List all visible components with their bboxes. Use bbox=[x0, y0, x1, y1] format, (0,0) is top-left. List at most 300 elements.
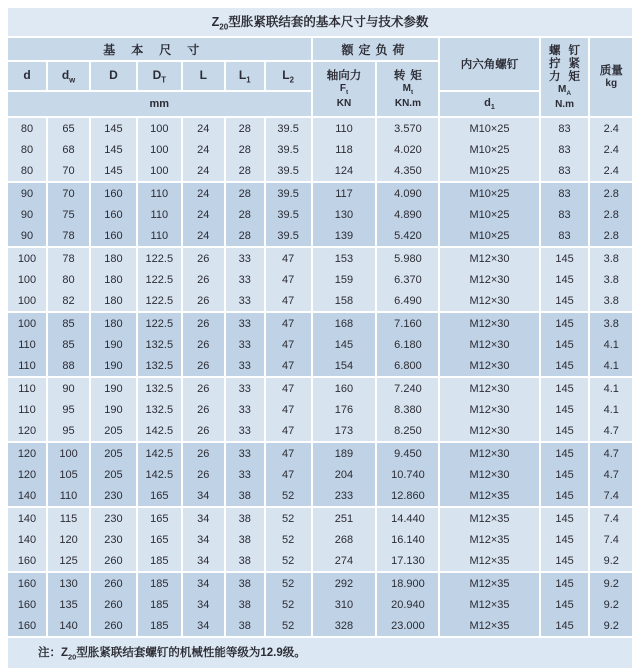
cell: 132.5 bbox=[137, 355, 182, 377]
cell: 38 bbox=[225, 529, 265, 550]
cell: 26 bbox=[182, 377, 225, 399]
table-row bbox=[8, 160, 632, 182]
cell: 100 bbox=[8, 269, 47, 290]
cell: 145 bbox=[90, 139, 137, 160]
cell: 52 bbox=[265, 550, 312, 572]
cell: 39.5 bbox=[265, 204, 312, 225]
cell: 100 bbox=[8, 290, 47, 312]
cell: 204 bbox=[312, 464, 377, 485]
cell: 3.570 bbox=[376, 117, 439, 139]
col-L2-label: L bbox=[282, 67, 290, 82]
cell: M12×30 bbox=[439, 420, 539, 442]
col-L-label: L bbox=[199, 67, 207, 82]
cell: 100 bbox=[8, 247, 47, 269]
col-d1 bbox=[439, 91, 539, 117]
col-dw bbox=[47, 61, 90, 91]
cell: 110 bbox=[8, 377, 47, 399]
cell: 95 bbox=[47, 399, 90, 420]
cell: 52 bbox=[265, 572, 312, 594]
cell: 26 bbox=[182, 269, 225, 290]
cell: 251 bbox=[312, 507, 377, 529]
cell: 90 bbox=[8, 204, 47, 225]
cell: 47 bbox=[265, 399, 312, 420]
cell: 145 bbox=[540, 399, 590, 420]
cell: 33 bbox=[225, 334, 265, 355]
table-row bbox=[8, 399, 632, 420]
cell: 190 bbox=[90, 377, 137, 399]
cell: 145 bbox=[540, 594, 590, 615]
cell: 2.8 bbox=[589, 182, 632, 204]
cell: M12×30 bbox=[439, 355, 539, 377]
table-row bbox=[8, 117, 632, 139]
cell: 4.7 bbox=[589, 420, 632, 442]
tightening-line-2: 拧紧 bbox=[549, 57, 589, 70]
cell: 160 bbox=[90, 204, 137, 225]
cell: 176 bbox=[312, 399, 377, 420]
cell: 158 bbox=[312, 290, 377, 312]
cell: 173 bbox=[312, 420, 377, 442]
cell: 52 bbox=[265, 507, 312, 529]
cell: 160 bbox=[8, 550, 47, 572]
cell: 117 bbox=[312, 182, 377, 204]
cell: 70 bbox=[47, 182, 90, 204]
table-row bbox=[8, 615, 632, 636]
cell: M10×25 bbox=[439, 160, 539, 182]
cell: 142.5 bbox=[137, 464, 182, 485]
cell: 140 bbox=[8, 529, 47, 550]
cell: 4.7 bbox=[589, 442, 632, 464]
cell: 28 bbox=[225, 117, 265, 139]
cell: 34 bbox=[182, 572, 225, 594]
cell: 230 bbox=[90, 507, 137, 529]
cell: 26 bbox=[182, 420, 225, 442]
cell: 140 bbox=[8, 485, 47, 507]
cell: 33 bbox=[225, 464, 265, 485]
cell: 28 bbox=[225, 182, 265, 204]
cell: 159 bbox=[312, 269, 377, 290]
cell: 3.8 bbox=[589, 269, 632, 290]
cell: 52 bbox=[265, 594, 312, 615]
cell: 160 bbox=[8, 572, 47, 594]
cell: 145 bbox=[540, 312, 590, 334]
cell: 75 bbox=[47, 204, 90, 225]
cell: 142.5 bbox=[137, 420, 182, 442]
cell: 180 bbox=[90, 290, 137, 312]
cell: 168 bbox=[312, 312, 377, 334]
cell: 24 bbox=[182, 139, 225, 160]
cell: 4.890 bbox=[376, 204, 439, 225]
cell: 52 bbox=[265, 529, 312, 550]
group-basic-dims bbox=[8, 37, 312, 61]
cell: 7.4 bbox=[589, 485, 632, 507]
cell: 105 bbox=[47, 464, 90, 485]
unit-mm bbox=[8, 91, 312, 117]
cell: 47 bbox=[265, 420, 312, 442]
col-torque bbox=[376, 61, 439, 117]
cell: 145 bbox=[540, 615, 590, 636]
cell: 10.740 bbox=[376, 464, 439, 485]
cell: 2.8 bbox=[589, 204, 632, 225]
cell: M12×30 bbox=[439, 399, 539, 420]
cell: 28 bbox=[225, 160, 265, 182]
cell: 160 bbox=[312, 377, 377, 399]
cell: 80 bbox=[8, 160, 47, 182]
cell: 38 bbox=[225, 594, 265, 615]
cell: 135 bbox=[47, 594, 90, 615]
cell: 185 bbox=[137, 572, 182, 594]
table-row bbox=[8, 182, 632, 204]
cell: 24 bbox=[182, 182, 225, 204]
cell: 18.900 bbox=[376, 572, 439, 594]
cell: 34 bbox=[182, 485, 225, 507]
cell: 14.440 bbox=[376, 507, 439, 529]
cell: 26 bbox=[182, 442, 225, 464]
cell: 82 bbox=[47, 290, 90, 312]
axial-sym-main: F bbox=[339, 82, 346, 94]
table-row bbox=[8, 139, 632, 160]
group-rated-load bbox=[312, 37, 440, 61]
cell: 110 bbox=[312, 117, 377, 139]
cell: 260 bbox=[90, 550, 137, 572]
tightening-sym-sub: A bbox=[566, 89, 572, 97]
table-row bbox=[8, 572, 632, 594]
cell: 9.2 bbox=[589, 550, 632, 572]
cell: 90 bbox=[47, 377, 90, 399]
title-prefix: Z bbox=[211, 15, 220, 30]
cell: 4.1 bbox=[589, 334, 632, 355]
spec-table bbox=[8, 8, 632, 636]
cell: 100 bbox=[137, 139, 182, 160]
cell: 80 bbox=[8, 117, 47, 139]
cell: 3.8 bbox=[589, 312, 632, 334]
cell: 268 bbox=[312, 529, 377, 550]
cell: 274 bbox=[312, 550, 377, 572]
cell: 83 bbox=[540, 139, 590, 160]
table-row bbox=[8, 464, 632, 485]
cell: 140 bbox=[8, 507, 47, 529]
torque-symbol bbox=[377, 83, 438, 98]
cell: 33 bbox=[225, 269, 265, 290]
note-prefix: Z bbox=[61, 647, 69, 659]
cell: 26 bbox=[182, 290, 225, 312]
col-dw-sub: w bbox=[69, 75, 76, 85]
col-L1-sub: 1 bbox=[246, 75, 251, 85]
cell: 110 bbox=[8, 399, 47, 420]
torque-sym-sub: t bbox=[411, 88, 414, 96]
cell: 34 bbox=[182, 507, 225, 529]
cell: 3.8 bbox=[589, 290, 632, 312]
cell: 47 bbox=[265, 247, 312, 269]
cell: 95 bbox=[47, 420, 90, 442]
cell: 4.350 bbox=[376, 160, 439, 182]
axial-sym-sub: t bbox=[345, 88, 349, 96]
cell: 145 bbox=[540, 269, 590, 290]
cell: 100 bbox=[8, 312, 47, 334]
cell: 4.090 bbox=[376, 182, 439, 204]
cell: 34 bbox=[182, 594, 225, 615]
cell: 145 bbox=[540, 290, 590, 312]
cell: 83 bbox=[540, 225, 590, 247]
cell: 190 bbox=[90, 334, 137, 355]
cell: 38 bbox=[225, 507, 265, 529]
cell: 4.020 bbox=[376, 139, 439, 160]
cell: 110 bbox=[137, 225, 182, 247]
cell: 2.8 bbox=[589, 225, 632, 247]
cell: 140 bbox=[47, 615, 90, 636]
table-row bbox=[8, 550, 632, 572]
cell: 16.140 bbox=[376, 529, 439, 550]
cell: M10×25 bbox=[439, 139, 539, 160]
cell: 34 bbox=[182, 529, 225, 550]
cell: 189 bbox=[312, 442, 377, 464]
cell: 33 bbox=[225, 355, 265, 377]
cell: 28 bbox=[225, 139, 265, 160]
tightening-sym-main: M bbox=[558, 83, 567, 95]
cell: 145 bbox=[312, 334, 377, 355]
cell: 8.380 bbox=[376, 399, 439, 420]
cell: 100 bbox=[47, 442, 90, 464]
cell: 9.450 bbox=[376, 442, 439, 464]
table-row bbox=[8, 507, 632, 529]
cell: 260 bbox=[90, 594, 137, 615]
table-row bbox=[8, 247, 632, 269]
col-d bbox=[8, 61, 47, 91]
cell: 17.130 bbox=[376, 550, 439, 572]
cell: M12×35 bbox=[439, 572, 539, 594]
cell: 3.8 bbox=[589, 247, 632, 269]
cell: 122.5 bbox=[137, 290, 182, 312]
cell: 190 bbox=[90, 399, 137, 420]
cell: 160 bbox=[90, 225, 137, 247]
note-label: 注： bbox=[38, 647, 61, 659]
cell: 145 bbox=[540, 420, 590, 442]
cell: 2.4 bbox=[589, 117, 632, 139]
cell: 38 bbox=[225, 485, 265, 507]
cell: 145 bbox=[540, 442, 590, 464]
cell: 83 bbox=[540, 160, 590, 182]
cell: 83 bbox=[540, 182, 590, 204]
basic-dims-label: 基本尺寸 bbox=[103, 42, 216, 57]
axial-symbol bbox=[313, 83, 376, 98]
cell: 38 bbox=[225, 550, 265, 572]
cell: 205 bbox=[90, 442, 137, 464]
axial-unit: KN bbox=[336, 97, 352, 109]
cell: 100 bbox=[137, 160, 182, 182]
cell: 153 bbox=[312, 247, 377, 269]
cell: 65 bbox=[47, 117, 90, 139]
cell: 7.160 bbox=[376, 312, 439, 334]
group-tightening-torque bbox=[540, 37, 590, 117]
cell: 34 bbox=[182, 615, 225, 636]
cell: 122.5 bbox=[137, 269, 182, 290]
cell: 4.1 bbox=[589, 399, 632, 420]
cell: 120 bbox=[8, 464, 47, 485]
cell: 24 bbox=[182, 117, 225, 139]
cell: M10×25 bbox=[439, 117, 539, 139]
cell: 145 bbox=[540, 334, 590, 355]
col-DT-sub: T bbox=[161, 75, 167, 85]
cell: 26 bbox=[182, 399, 225, 420]
cell: 130 bbox=[47, 572, 90, 594]
col-L2-sub: 2 bbox=[289, 75, 294, 85]
cell: 120 bbox=[47, 529, 90, 550]
tightening-symbol bbox=[541, 84, 589, 99]
cell: 100 bbox=[137, 117, 182, 139]
cell: 47 bbox=[265, 464, 312, 485]
cell: 145 bbox=[540, 550, 590, 572]
cell: 124 bbox=[312, 160, 377, 182]
cell: M10×25 bbox=[439, 204, 539, 225]
cell: M12×30 bbox=[439, 247, 539, 269]
table-body bbox=[8, 117, 632, 636]
cell: 33 bbox=[225, 442, 265, 464]
cell: 310 bbox=[312, 594, 377, 615]
cell: 34 bbox=[182, 550, 225, 572]
cell: 47 bbox=[265, 312, 312, 334]
cell: 6.370 bbox=[376, 269, 439, 290]
cell: M12×35 bbox=[439, 615, 539, 636]
cell: 145 bbox=[540, 507, 590, 529]
cell: 39.5 bbox=[265, 225, 312, 247]
cell: 39.5 bbox=[265, 139, 312, 160]
cell: 328 bbox=[312, 615, 377, 636]
col-DT bbox=[137, 61, 182, 91]
cell: 38 bbox=[225, 572, 265, 594]
cell: 122.5 bbox=[137, 247, 182, 269]
cell: 165 bbox=[137, 507, 182, 529]
cell: 90 bbox=[8, 182, 47, 204]
group-mass bbox=[589, 37, 632, 117]
cell: M10×25 bbox=[439, 182, 539, 204]
cell: 26 bbox=[182, 334, 225, 355]
cell: 9.2 bbox=[589, 572, 632, 594]
cell: 47 bbox=[265, 442, 312, 464]
cell: 83 bbox=[540, 204, 590, 225]
cell: 39.5 bbox=[265, 182, 312, 204]
cell: 120 bbox=[8, 420, 47, 442]
table-row bbox=[8, 290, 632, 312]
cell: 39.5 bbox=[265, 160, 312, 182]
cell: 80 bbox=[47, 269, 90, 290]
col-L1 bbox=[225, 61, 265, 91]
cell: 33 bbox=[225, 420, 265, 442]
cell: 90 bbox=[8, 225, 47, 247]
cell: 125 bbox=[47, 550, 90, 572]
cell: 70 bbox=[47, 160, 90, 182]
cell: 33 bbox=[225, 312, 265, 334]
cell: 20.940 bbox=[376, 594, 439, 615]
cell: 292 bbox=[312, 572, 377, 594]
cell: 5.420 bbox=[376, 225, 439, 247]
table-title bbox=[8, 8, 632, 37]
cell: 165 bbox=[137, 485, 182, 507]
cell: 132.5 bbox=[137, 334, 182, 355]
cell: 130 bbox=[312, 204, 377, 225]
cell: 26 bbox=[182, 247, 225, 269]
col-d-label: d bbox=[23, 67, 31, 82]
cell: 4.1 bbox=[589, 377, 632, 399]
cell: 230 bbox=[90, 529, 137, 550]
cell: M12×30 bbox=[439, 312, 539, 334]
cell: 160 bbox=[90, 182, 137, 204]
cell: 28 bbox=[225, 225, 265, 247]
cell: 260 bbox=[90, 572, 137, 594]
cell: 47 bbox=[265, 377, 312, 399]
cell: 47 bbox=[265, 269, 312, 290]
table-row bbox=[8, 225, 632, 247]
cell: 4.1 bbox=[589, 355, 632, 377]
cell: 145 bbox=[540, 464, 590, 485]
cell: 6.490 bbox=[376, 290, 439, 312]
cell: 2.4 bbox=[589, 160, 632, 182]
cell: 145 bbox=[540, 572, 590, 594]
col-L1-label: L bbox=[238, 67, 247, 82]
table-row bbox=[8, 269, 632, 290]
cell: 47 bbox=[265, 290, 312, 312]
cell: 23.000 bbox=[376, 615, 439, 636]
table-row bbox=[8, 355, 632, 377]
cell: M12×30 bbox=[439, 377, 539, 399]
cell: M12×35 bbox=[439, 550, 539, 572]
cell: 5.980 bbox=[376, 247, 439, 269]
table-row bbox=[8, 377, 632, 399]
cell: 26 bbox=[182, 355, 225, 377]
mass-unit: kg bbox=[605, 78, 618, 89]
cell: 9.2 bbox=[589, 594, 632, 615]
cell: 110 bbox=[137, 204, 182, 225]
table-row bbox=[8, 312, 632, 334]
cell: 33 bbox=[225, 247, 265, 269]
cell: 24 bbox=[182, 204, 225, 225]
cell: 80 bbox=[8, 139, 47, 160]
tightening-unit: N.m bbox=[555, 98, 574, 110]
cell: 230 bbox=[90, 485, 137, 507]
cell: 154 bbox=[312, 355, 377, 377]
cell: 260 bbox=[90, 615, 137, 636]
cell: 145 bbox=[540, 355, 590, 377]
cell: 6.800 bbox=[376, 355, 439, 377]
cell: M12×30 bbox=[439, 290, 539, 312]
note-subscript: 20 bbox=[68, 652, 77, 662]
cell: M12×30 bbox=[439, 442, 539, 464]
cell: 180 bbox=[90, 269, 137, 290]
cell: 185 bbox=[137, 594, 182, 615]
cell: M12×30 bbox=[439, 269, 539, 290]
cell: 110 bbox=[137, 182, 182, 204]
cell: 132.5 bbox=[137, 399, 182, 420]
col-L bbox=[182, 61, 225, 91]
col-d1-sub: 1 bbox=[490, 103, 495, 112]
cell: 110 bbox=[8, 355, 47, 377]
cell: 28 bbox=[225, 204, 265, 225]
cell: 180 bbox=[90, 312, 137, 334]
cell: 185 bbox=[137, 615, 182, 636]
cell: 7.4 bbox=[589, 507, 632, 529]
table-row bbox=[8, 334, 632, 355]
cell: M12×35 bbox=[439, 485, 539, 507]
cell: 26 bbox=[182, 464, 225, 485]
cell: 145 bbox=[540, 485, 590, 507]
cell: 165 bbox=[137, 529, 182, 550]
cell: 33 bbox=[225, 377, 265, 399]
cell: 122.5 bbox=[137, 312, 182, 334]
cell: M10×25 bbox=[439, 225, 539, 247]
mass-label: 质量 bbox=[599, 65, 623, 77]
cell: 47 bbox=[265, 334, 312, 355]
cell: M12×30 bbox=[439, 464, 539, 485]
note-text: 型胀紧联结套螺钉的机械性能等级为12.9级。 bbox=[76, 647, 306, 659]
cell: 7.240 bbox=[376, 377, 439, 399]
